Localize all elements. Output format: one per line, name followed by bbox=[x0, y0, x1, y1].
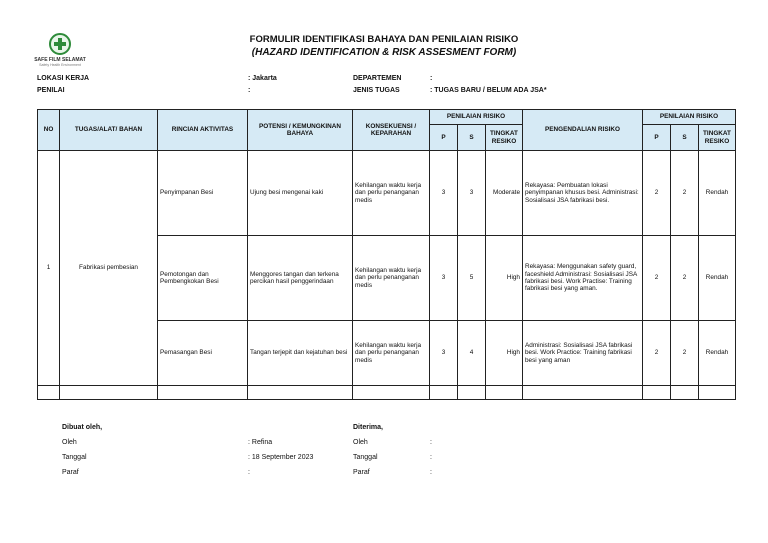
logo-text: SAFE FILM SELAMAT bbox=[34, 57, 86, 63]
cell-pengendalian: Administrasi: Sosialisasi JSA fabrikasi besi. Work Practice: Training fabrikasi besi yang aman bbox=[523, 321, 643, 386]
cell-tugas: Fabrikasi pembesian bbox=[60, 151, 158, 386]
cell-p2: 2 bbox=[643, 321, 671, 386]
safety-cross-icon bbox=[49, 33, 71, 55]
cell-konsekuensi: Kehilangan waktu kerja dan perlu penanganan medis bbox=[353, 236, 430, 321]
tanggal-label: Tanggal bbox=[62, 454, 87, 461]
cell-no: 1 bbox=[38, 151, 60, 386]
departemen-label: DEPARTEMEN bbox=[353, 75, 402, 82]
header-penilaian-akhir: PENILAIAN RISIKO bbox=[643, 110, 736, 125]
cell-s2: 2 bbox=[671, 151, 699, 236]
header-tugas: TUGAS/ALAT/ BAHAN bbox=[60, 110, 158, 151]
header-tingkat: TINGKAT RESIKO bbox=[486, 125, 523, 151]
lokasi-label: LOKASI KERJA bbox=[37, 75, 90, 82]
cell-rincian: Pemotongan dan Pembengkokan Besi bbox=[158, 236, 248, 321]
cell-tingkat: Moderate bbox=[486, 151, 523, 236]
lokasi-value: : Jakarta bbox=[248, 75, 277, 82]
paraf2-label: Paraf bbox=[353, 469, 370, 476]
oleh-value: : Refina bbox=[248, 439, 273, 446]
diterima-label: Diterima, bbox=[353, 424, 383, 431]
cell-s: 3 bbox=[458, 151, 486, 236]
cell-p: 3 bbox=[430, 236, 458, 321]
cell-p: 3 bbox=[430, 321, 458, 386]
header-no: NO bbox=[38, 110, 60, 151]
risk-assessment-table bbox=[37, 109, 736, 400]
cell-p: 3 bbox=[430, 151, 458, 236]
cell-s2: 2 bbox=[671, 236, 699, 321]
cell-rincian: Penyimpanan Besi bbox=[158, 151, 248, 236]
cell-s: 4 bbox=[458, 321, 486, 386]
penilai-label: PENILAI bbox=[37, 87, 65, 94]
cell-s: 5 bbox=[458, 236, 486, 321]
empty-row bbox=[38, 386, 736, 400]
cell-p2: 2 bbox=[643, 236, 671, 321]
paraf-label: Paraf bbox=[62, 469, 79, 476]
header-konsekuensi: KONSEKUENSI / KEPARAHAN bbox=[353, 110, 430, 151]
logo-subtext: Safety Health Environment bbox=[39, 63, 81, 67]
departemen-value: : bbox=[430, 75, 433, 82]
cell-rincian: Pemasangan Besi bbox=[158, 321, 248, 386]
cell-konsekuensi: Kehilangan waktu kerja dan perlu penanganan medis bbox=[353, 151, 430, 236]
cell-p2: 2 bbox=[643, 151, 671, 236]
paraf2-value: : bbox=[430, 469, 432, 476]
jenis-tugas-value: : TUGAS BARU / BELUM ADA JSA* bbox=[430, 87, 547, 94]
form-title: FORMULIR IDENTIFIKASI BAHAYA DAN PENILAIAN RISIKO bbox=[249, 34, 519, 45]
cell-pengendalian: Rekayasa: Menggunakan safety guard, faceshield Administrasi: Sosialisasi JSA fabrikasi besi. Work Practise: Training fabrikasi besi yang aman. bbox=[523, 236, 643, 321]
cell-konsekuensi: Kehilangan waktu kerja dan perlu penanganan medis bbox=[353, 321, 430, 386]
cell-potensi: Tangan terjepit dan kejatuhan besi bbox=[248, 321, 353, 386]
tanggal-value: : 18 September 2023 bbox=[248, 454, 314, 461]
cell-potensi: Ujung besi mengenai kaki bbox=[248, 151, 353, 236]
header-p2: P bbox=[643, 125, 671, 151]
header-s2: S bbox=[671, 125, 699, 151]
cell-tingkat2: Rendah bbox=[699, 151, 736, 236]
cell-tingkat: High bbox=[486, 321, 523, 386]
cell-tingkat2: Rendah bbox=[699, 321, 736, 386]
table-row bbox=[38, 151, 736, 236]
oleh2-value: : bbox=[430, 439, 432, 446]
cell-pengendalian: Rekayasa: Pembuatan lokasi penyimpanan khusus besi. Administrasi: Sosialisasi JSA fabrikasi besi. bbox=[523, 151, 643, 236]
penilai-value: : bbox=[248, 87, 251, 94]
tanggal2-value: : bbox=[430, 454, 432, 461]
jenis-tugas-label: JENIS TUGAS bbox=[353, 87, 400, 94]
header-tingkat2: TINGKAT RESIKO bbox=[699, 125, 736, 151]
cell-tingkat: High bbox=[486, 236, 523, 321]
header-rincian: RINCIAN AKTIVITAS bbox=[158, 110, 248, 151]
paraf-value: : bbox=[248, 469, 250, 476]
oleh2-label: Oleh bbox=[353, 439, 368, 446]
dibuat-oleh-label: Dibuat oleh, bbox=[62, 424, 103, 431]
header-potensi: POTENSI / KEMUNGKINAN BAHAYA bbox=[248, 110, 353, 151]
company-logo bbox=[32, 33, 88, 69]
form-subtitle: (HAZARD IDENTIFICATION & RISK ASSESMENT FORM) bbox=[251, 47, 517, 58]
cell-s2: 2 bbox=[671, 321, 699, 386]
header-s: S bbox=[458, 125, 486, 151]
oleh-label: Oleh bbox=[62, 439, 77, 446]
tanggal2-label: Tanggal bbox=[353, 454, 378, 461]
cell-tingkat2: Rendah bbox=[699, 236, 736, 321]
header-penilaian-awal: PENILAIAN RISIKO bbox=[430, 110, 523, 125]
header-p: P bbox=[430, 125, 458, 151]
header-pengendalian: PENGENDALIAN RISIKO bbox=[523, 110, 643, 151]
cell-potensi: Menggores tangan dan terkena percikan hasil penggerindaan bbox=[248, 236, 353, 321]
